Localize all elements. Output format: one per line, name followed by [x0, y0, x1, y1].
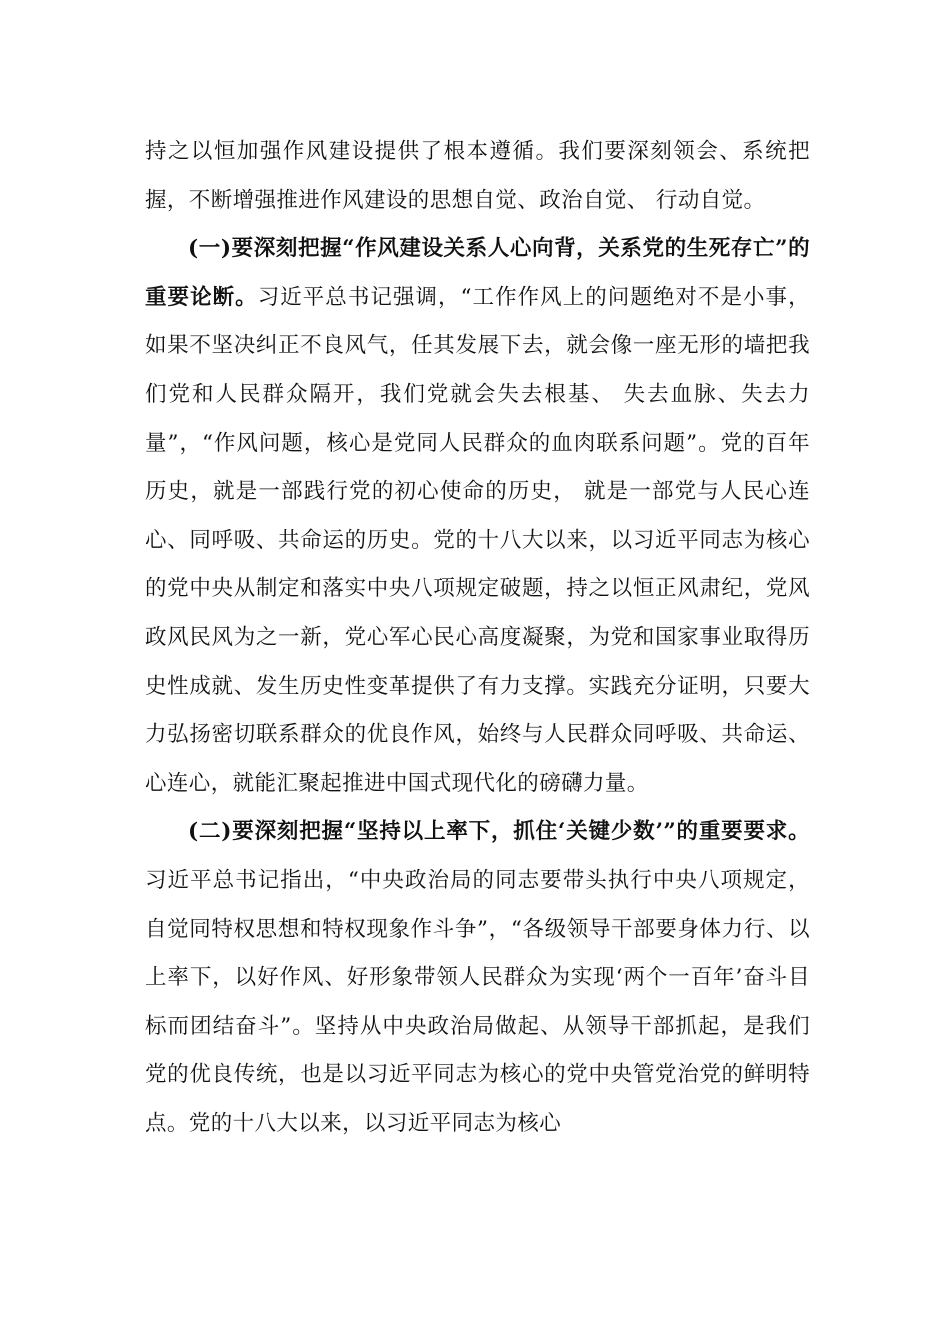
paragraph-continuation	[145, 128, 810, 225]
section-2-heading: (二)要深刻把握“坚持以上率下，抓住‘关键少数’”的重要要求。	[188, 819, 810, 845]
section-1-heading: (一)要深刻把握“作风建设关系人心向背，关系党的生死存亡”的重要论断。	[145, 236, 810, 310]
paragraph-section-2	[145, 808, 810, 1148]
document-page	[145, 128, 810, 1148]
paragraph-body: 持之以恒加强作风建设提供了根本遵循。我们要深刻领会、系统把握，不断增强推进作风建设的思想自觉、政治自觉、 行动自觉。	[145, 139, 810, 213]
section-2-body: 习近平总书记指出，“中央政治局的同志要带头执行中央八项规定，自觉同特权思想和特权现象作斗争”，“各级领导干部要身体力行、以上率下，以好作风、好形象带领人民群众为实现‘两个一百年’奋斗目标而团结奋斗”。坚持从中央政治局做起、从领导干部抓起，是我们党的优良传统，也是以习近平同志为核心的党中央管党治党的鲜明特点。党的十八大以来，以习近平同志为核心	[145, 867, 810, 1136]
section-1-body: 习近平总书记强调，“工作作风上的问题绝对不是小事，如果不坚决纠正不良风气，任其发展下去，就会像一座无形的墙把我们党和人民群众隔开，我们党就会失去根基、 失去血脉、失去力量”，“作风问题，核心是党同人民群众的血肉联系问题”。党的百年历史，就是一部践行党的初心使命的历史， 就是一部党与人民心连心、同呼吸、共命运的历史。党的十八大以来，以习近平同志为核心的党中央从制定和落实中央八项规定破题，持之以恒正风肃纪，党风政风民风为之一新，党心军心民心高度凝聚，为党和国家事业取得历史性成就、发生历史性变革提供了有力支撑。实践充分证明，只要大力弘扬密切联系群众的优良作风，始终与人民群众同呼吸、共命运、心连心，就能汇聚起推进中国式现代化的磅礴力量。	[145, 284, 810, 796]
paragraph-section-1	[145, 225, 810, 808]
